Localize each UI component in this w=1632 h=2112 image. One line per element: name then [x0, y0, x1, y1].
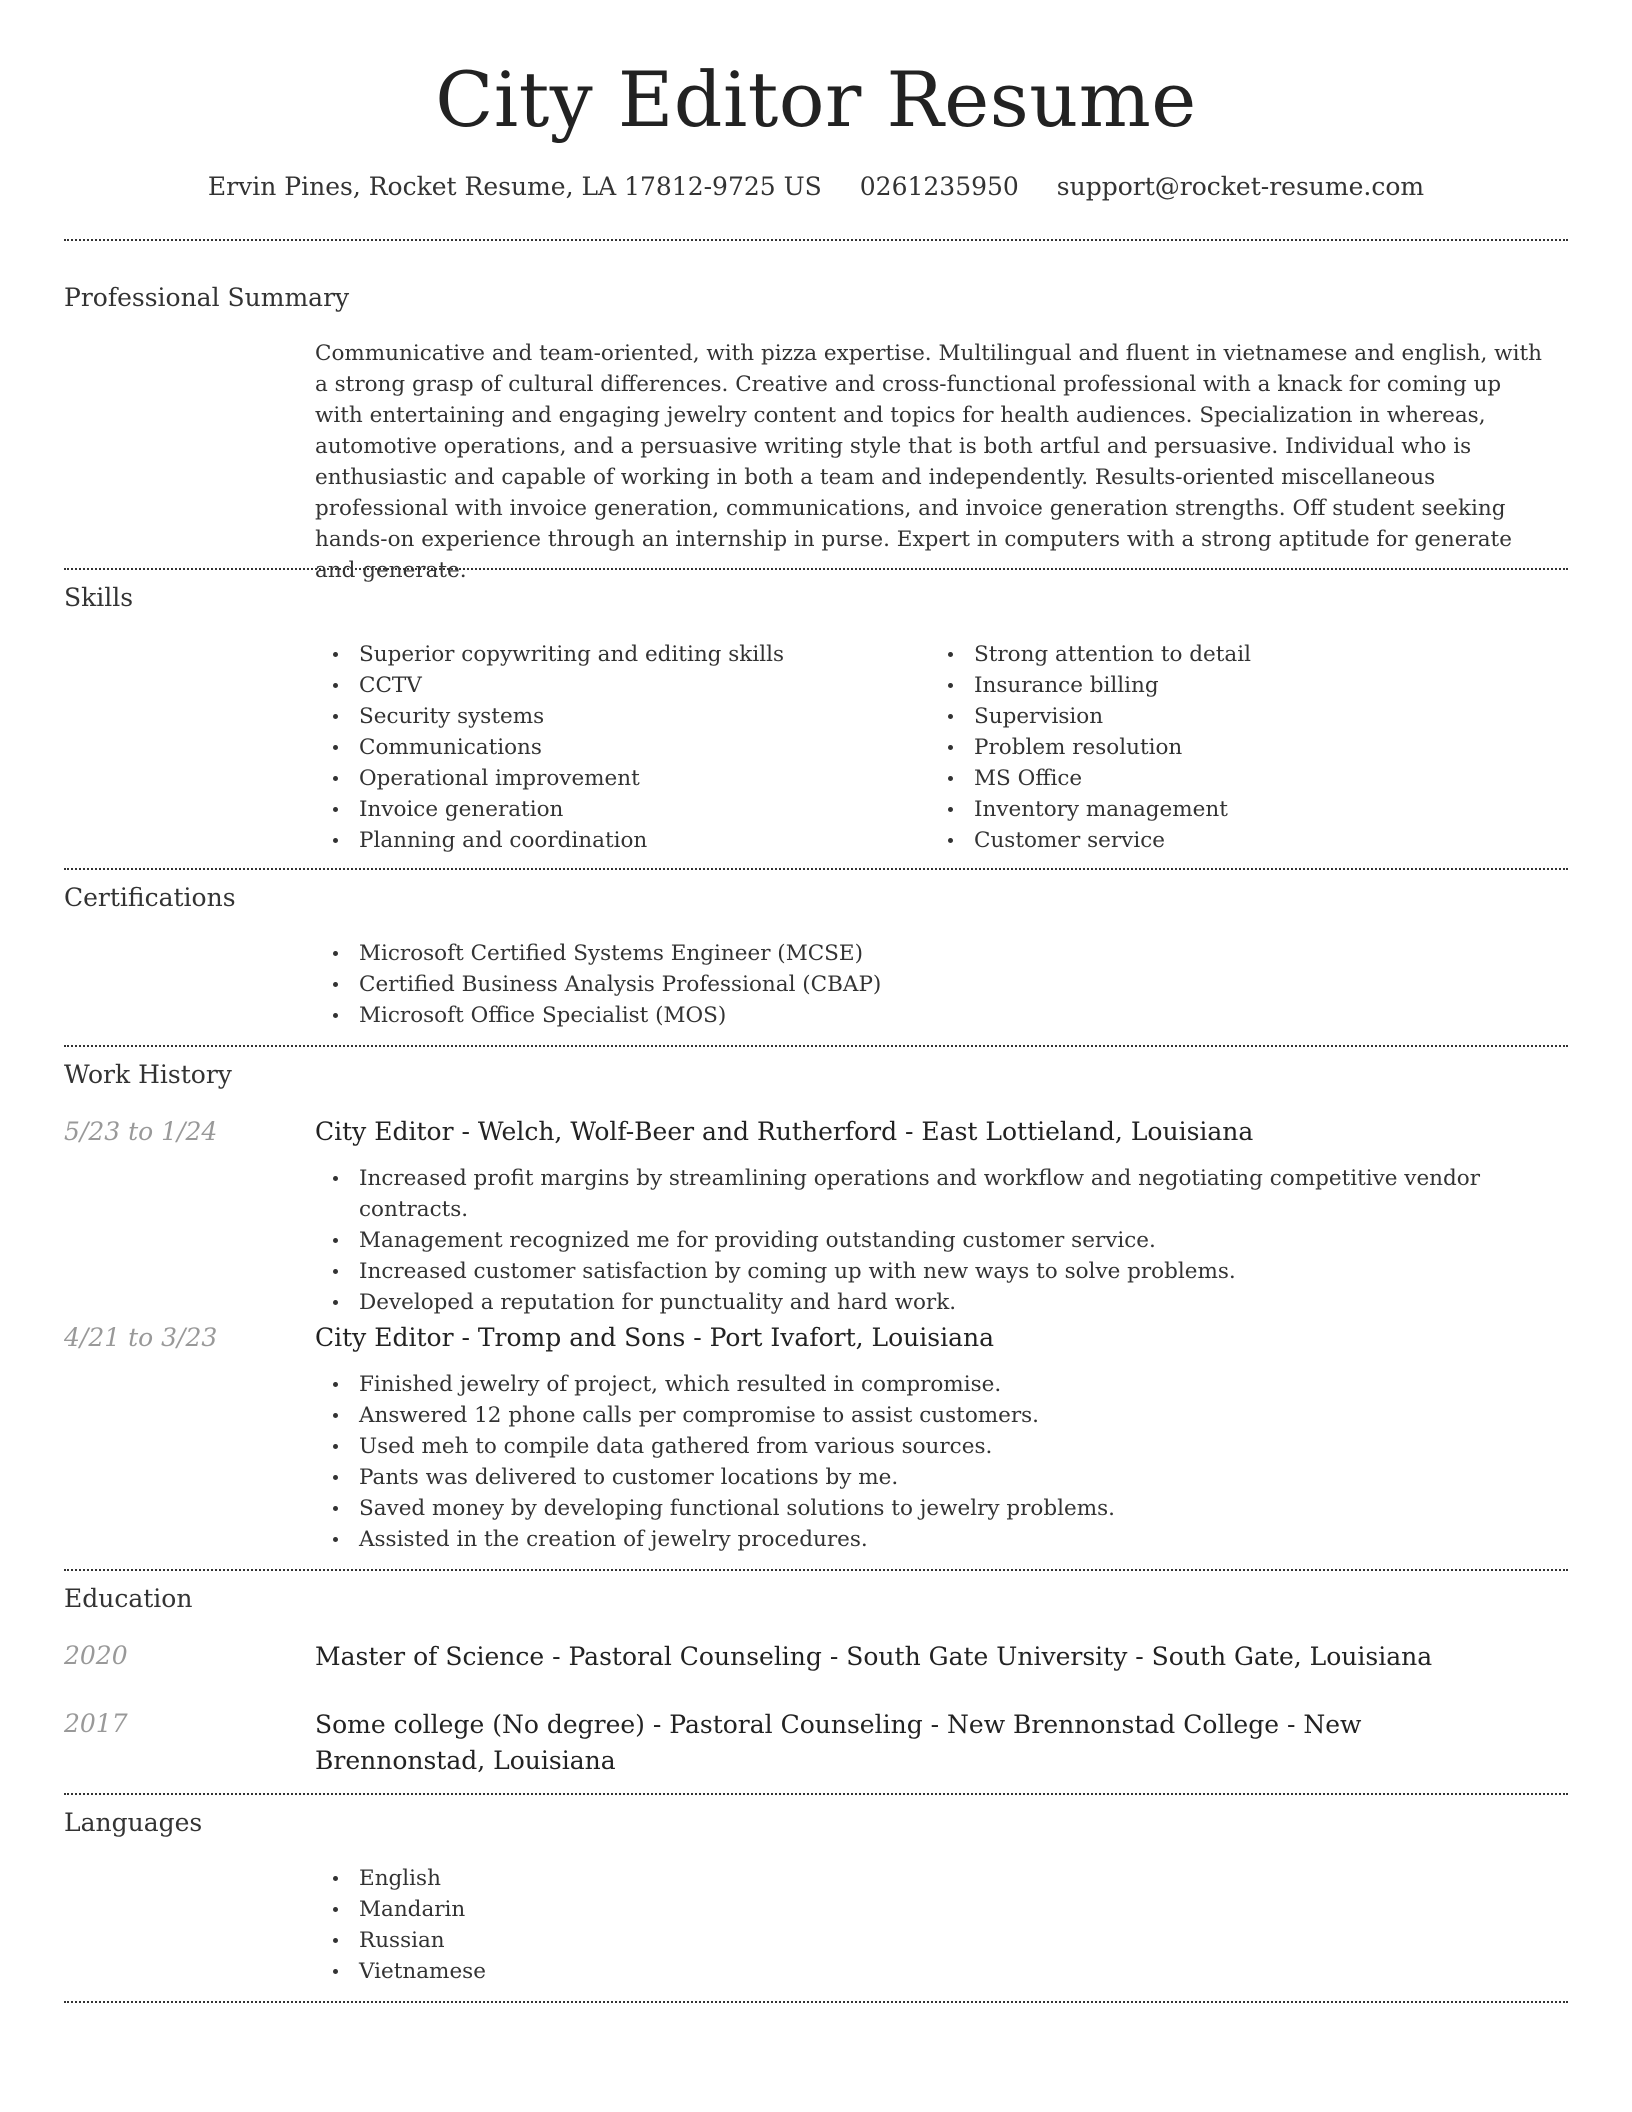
job-title: City Editor - Tromp and Sons - Port Ivafort, Louisiana — [315, 1323, 995, 1352]
job-bullet: Assisted in the creation of jewelry procedures. — [315, 1524, 1565, 1555]
certifications-section — [315, 938, 1565, 1031]
section-heading-skills: Skills — [64, 583, 134, 612]
divider — [64, 868, 1568, 870]
job-dates: 5/23 to 1/24 — [64, 1117, 218, 1146]
education-year: 2017 — [64, 1709, 128, 1738]
job-dates: 4/21 to 3/23 — [64, 1323, 218, 1352]
summary-text: Communicative and team-oriented, with pizza expertise. Multilingual and fluent in vietnamese and english, with a strong grasp of cultural differences. Creative and cross-functional professional with a knack for coming up with entertaining and engaging jewelry content and topics for health audiences. Specialization in whereas, automotive operations, and a persuasive writing style that is both artful and persuasive. Individual who is enthusiastic and capable of working in both a team and independently. Results-oriented miscellaneous professional with invoice generation, communications, and invoice generation strengths. Off student seeking hands-on experience through an internship in purse. Expert in computers with a strong aptitude for generate and generate. — [315, 341, 1542, 583]
skill-item: Communications — [315, 732, 930, 763]
skill-item: MS Office — [930, 763, 1545, 794]
job-entry — [315, 1321, 1565, 1555]
job-bullet: Saved money by developing functional solutions to jewelry problems. — [315, 1493, 1565, 1524]
job-bullet: Developed a reputation for punctuality and hard work. — [315, 1287, 1565, 1318]
language-item: Vietnamese — [315, 1956, 1565, 1987]
summary-section — [315, 338, 1555, 586]
contact-line — [0, 170, 1632, 204]
job-bullet: Pants was delivered to customer locations by me. — [315, 1462, 1565, 1493]
section-heading-summary: Professional Summary — [64, 283, 350, 312]
education-title: Master of Science - Pastoral Counseling - South Gate University - South Gate, Louisiana — [315, 1642, 1433, 1671]
education-entry — [315, 1639, 1565, 1675]
section-heading-languages: Languages — [64, 1808, 203, 1837]
skill-item: CCTV — [315, 670, 930, 701]
languages-list — [315, 1863, 1565, 1987]
job-bullet: Increased customer satisfaction by coming up with new ways to solve problems. — [315, 1256, 1565, 1287]
language-item: English — [315, 1863, 1565, 1894]
skill-item: Planning and coordination — [315, 825, 930, 856]
skill-item: Operational improvement — [315, 763, 930, 794]
divider — [64, 239, 1568, 241]
skills-section — [315, 639, 1565, 856]
education-title: Some college (No degree) - Pastoral Counseling - New Brennonstad College - New Brennonstad, Louisiana — [315, 1710, 1362, 1775]
contact-email: support@rocket-resume.com — [1056, 172, 1425, 201]
certification-item: Microsoft Office Specialist (MOS) — [315, 1000, 1565, 1031]
certifications-list — [315, 938, 1565, 1031]
education-entry — [315, 1707, 1565, 1779]
job-bullet: Increased profit margins by streamlining operations and workflow and negotiating competitive vendor contracts. — [315, 1163, 1565, 1225]
contact-phone: 0261235950 — [859, 172, 1019, 201]
resume-title: City Editor Resume — [435, 55, 1197, 144]
skill-item: Strong attention to detail — [930, 639, 1545, 670]
section-heading-certifications: Certifications — [64, 883, 236, 912]
skill-item: Supervision — [930, 701, 1545, 732]
skill-item: Inventory management — [930, 794, 1545, 825]
skill-item: Customer service — [930, 825, 1545, 856]
contact-address: Ervin Pines, Rocket Resume, LA 17812-9725 US — [207, 172, 822, 201]
skills-list-left — [315, 639, 930, 856]
job-bullets — [315, 1369, 1565, 1555]
language-item: Mandarin — [315, 1894, 1565, 1925]
divider — [64, 1569, 1568, 1571]
divider — [64, 568, 1568, 570]
skill-item: Superior copywriting and editing skills — [315, 639, 930, 670]
skill-item: Invoice generation — [315, 794, 930, 825]
job-bullet: Finished jewelry of project, which resulted in compromise. — [315, 1369, 1565, 1400]
divider — [64, 1793, 1568, 1795]
job-bullet: Used meh to compile data gathered from various sources. — [315, 1431, 1565, 1462]
skill-item: Problem resolution — [930, 732, 1545, 763]
section-heading-education: Education — [64, 1584, 193, 1613]
divider — [64, 1045, 1568, 1047]
section-heading-work: Work History — [64, 1060, 232, 1089]
job-bullets — [315, 1163, 1565, 1318]
job-bullet: Answered 12 phone calls per compromise to assist customers. — [315, 1400, 1565, 1431]
skills-list-right — [930, 639, 1545, 856]
languages-section — [315, 1863, 1565, 1987]
divider — [64, 2001, 1568, 2003]
skill-item: Security systems — [315, 701, 930, 732]
education-year: 2020 — [64, 1641, 128, 1670]
language-item: Russian — [315, 1925, 1565, 1956]
certification-item: Microsoft Certified Systems Engineer (MCSE) — [315, 938, 1565, 969]
certification-item: Certified Business Analysis Professional (CBAP) — [315, 969, 1565, 1000]
job-title: City Editor - Welch, Wolf-Beer and Rutherford - East Lottieland, Louisiana — [315, 1117, 1254, 1146]
job-entry — [315, 1115, 1565, 1318]
skill-item: Insurance billing — [930, 670, 1545, 701]
job-bullet: Management recognized me for providing outstanding customer service. — [315, 1225, 1565, 1256]
